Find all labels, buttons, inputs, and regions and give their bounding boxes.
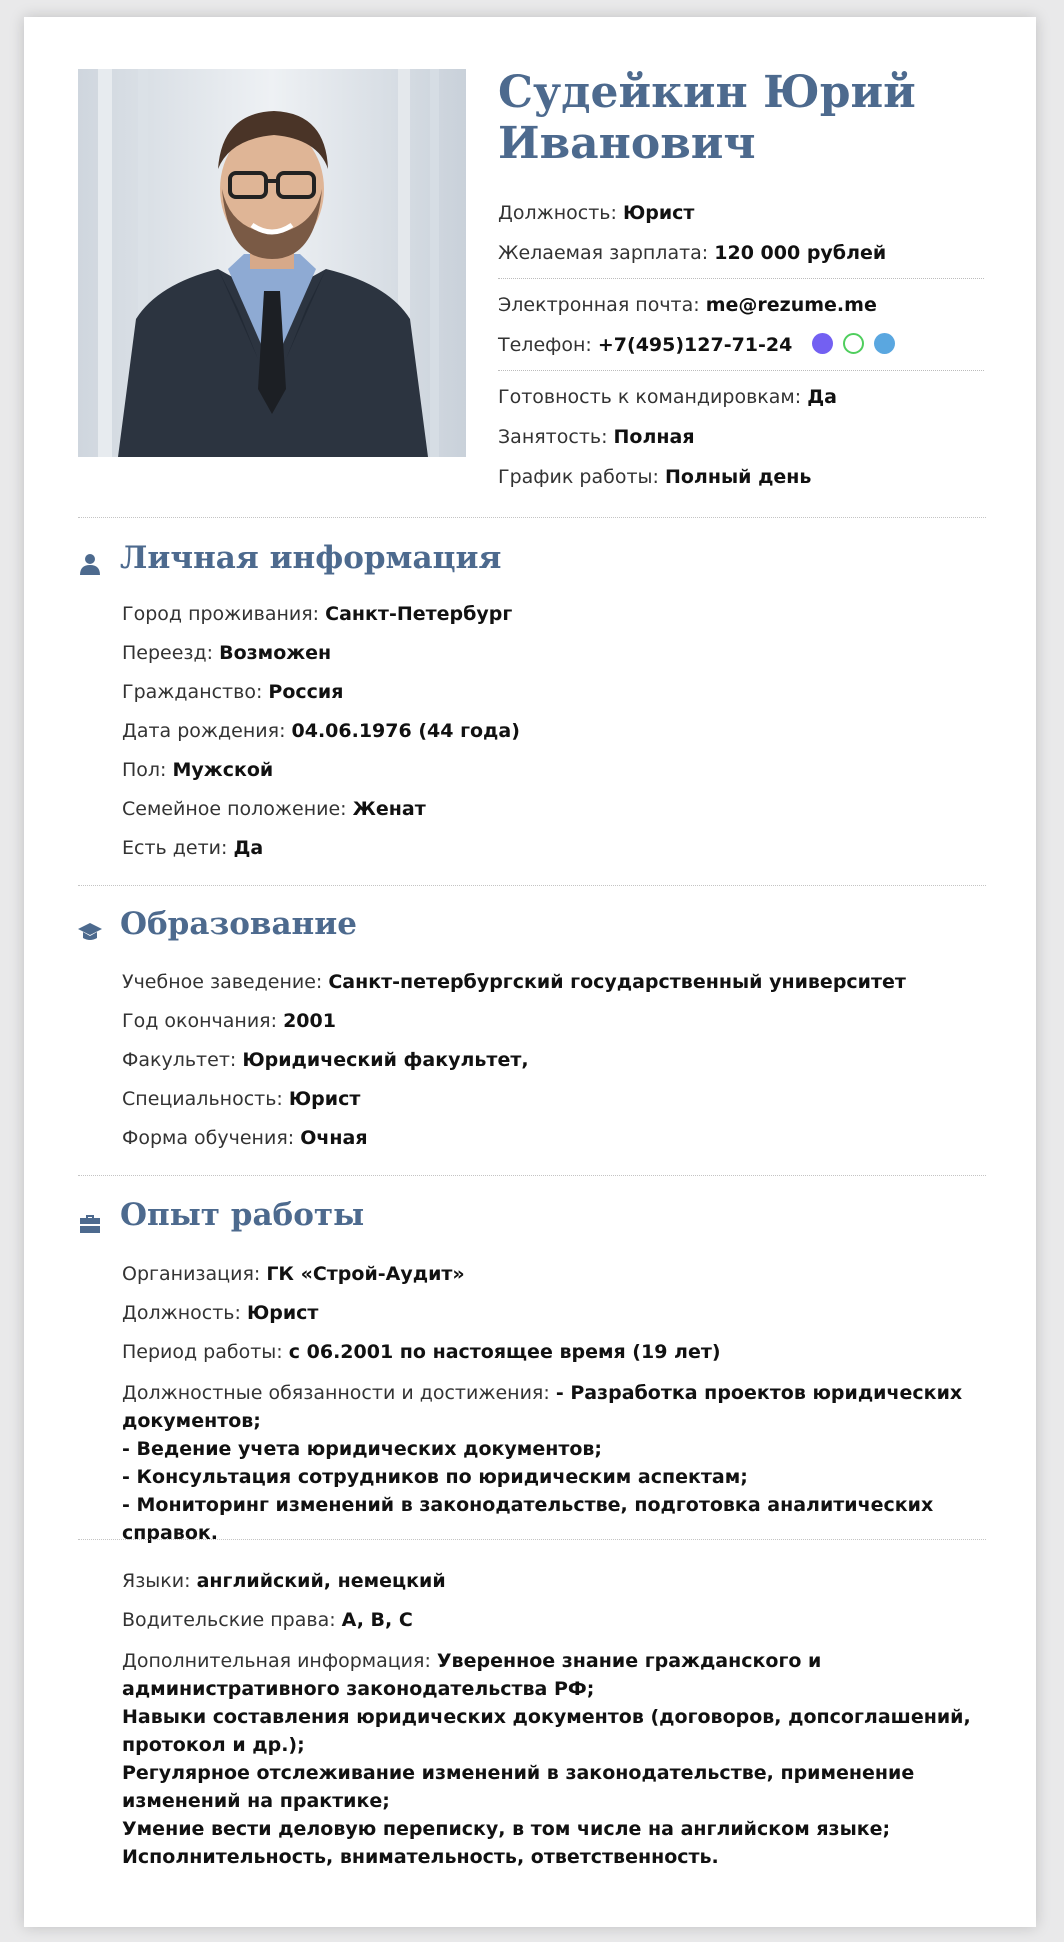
salary-row — [498, 241, 984, 265]
faculty-row — [122, 1048, 1002, 1072]
section-divider — [78, 1175, 986, 1176]
job-position-value: Юрист — [246, 1302, 319, 1324]
briefcase-icon — [78, 1212, 102, 1236]
whatsapp-icon[interactable] — [843, 333, 864, 354]
relocation-row — [122, 641, 1002, 665]
study-form-row — [122, 1126, 1002, 1150]
citizenship-label: Гражданство: — [122, 681, 263, 703]
city-row — [122, 602, 1002, 626]
city-label: Город проживания: — [122, 603, 320, 625]
relocation-label: Переезд: — [122, 642, 214, 664]
license-value: A, B, C — [341, 1609, 413, 1631]
header-info — [498, 201, 984, 489]
relocation-value: Возможен — [219, 642, 332, 664]
study-form-value: Очная — [300, 1127, 368, 1149]
telegram-icon[interactable] — [874, 333, 895, 354]
citizenship-row — [122, 680, 1002, 704]
children-value: Да — [233, 837, 264, 859]
resume-sheet — [24, 17, 1036, 1927]
section-divider — [78, 1539, 986, 1540]
employment-value: Полная — [613, 426, 695, 448]
children-row — [122, 836, 1002, 860]
full-name: Судейкин Юрий Иванович — [498, 67, 916, 169]
position-label: Должность: — [498, 202, 617, 224]
experience-section — [122, 1262, 1002, 1547]
salary-value: 120 000 рублей — [714, 242, 887, 264]
license-label: Водительские права: — [122, 1609, 336, 1631]
children-label: Есть дети: — [122, 837, 228, 859]
schedule-label: График работы: — [498, 466, 659, 488]
trips-row — [498, 385, 984, 409]
schedule-value: Полный день — [664, 466, 812, 488]
organization-value: ГК «Строй-Аудит» — [266, 1263, 465, 1285]
birth-value: 04.06.1976 (44 года) — [291, 720, 520, 742]
marital-label: Семейное положение: — [122, 798, 347, 820]
duties-value: - Разработка проектов юридических документов; - Ведение учета юридических документов; - Консультация сотрудников по юридическим аспектам; - Мониторинг изменений в законодательстве, подготовка аналитических справок. — [122, 1382, 963, 1544]
header-divider — [498, 278, 984, 279]
languages-value: английский, немецкий — [196, 1570, 446, 1592]
trips-label: Готовность к командировкам: — [498, 386, 802, 408]
study-form-label: Форма обучения: — [122, 1127, 295, 1149]
work-period-value: с 06.2001 по настоящее время (19 лет) — [288, 1341, 721, 1363]
organization-row — [122, 1262, 1002, 1286]
email-value[interactable]: me@rezume.me — [705, 294, 877, 316]
section-title-experience: Опыт работы — [120, 1197, 365, 1233]
person-photo-illustration — [78, 69, 466, 457]
specialty-value: Юрист — [288, 1088, 361, 1110]
marital-row — [122, 797, 1002, 821]
institution-label: Учебное заведение: — [122, 971, 323, 993]
license-row — [122, 1608, 1002, 1632]
section-divider — [78, 517, 986, 518]
birth-label: Дата рождения: — [122, 720, 286, 742]
employment-label: Занятость: — [498, 426, 608, 448]
institution-row — [122, 970, 1002, 994]
additional-value: Уверенное знание гражданского и административного законодательства РФ; Навыки составления юридических документов (договоров, допсоглашений, протокол и др.); Регулярное отслеживание изменений в законодательстве, применение изменений на практике; Умение вести деловую переписку, в том числе на английском языке; Исполнительность, внимательность, ответственность. — [122, 1650, 971, 1868]
work-period-row — [122, 1340, 1002, 1364]
birth-row — [122, 719, 1002, 743]
email-row — [498, 293, 984, 317]
position-value: Юрист — [622, 202, 695, 224]
faculty-value: Юридический факультет, — [242, 1049, 529, 1071]
job-position-row — [122, 1301, 1002, 1325]
job-position-label: Должность: — [122, 1302, 241, 1324]
specialty-row — [122, 1087, 1002, 1111]
work-period-label: Период работы: — [122, 1341, 283, 1363]
viber-icon[interactable] — [812, 333, 833, 354]
additional-info-block — [122, 1647, 1002, 1871]
extra-section — [122, 1569, 1002, 1871]
gender-value: Мужской — [172, 759, 274, 781]
profile-photo — [78, 69, 466, 457]
duties-block — [122, 1379, 1002, 1547]
gender-row — [122, 758, 1002, 782]
citizenship-value: Россия — [268, 681, 344, 703]
faculty-label: Факультет: — [122, 1049, 237, 1071]
duties-label: Должностные обязанности и достижения: — [122, 1382, 550, 1404]
personal-info-section — [122, 602, 1002, 875]
employment-row — [498, 425, 984, 449]
graduation-year-row — [122, 1009, 1002, 1033]
marital-value: Женат — [352, 798, 426, 820]
organization-label: Организация: — [122, 1263, 261, 1285]
graduation-cap-icon — [78, 920, 102, 944]
trips-value: Да — [807, 386, 837, 408]
section-divider — [78, 885, 986, 886]
messenger-icons — [812, 333, 895, 354]
header-divider — [498, 370, 984, 371]
user-icon — [78, 552, 102, 576]
schedule-row — [498, 465, 984, 489]
graduation-year-label: Год окончания: — [122, 1010, 278, 1032]
education-section — [122, 970, 1002, 1165]
email-label: Электронная почта: — [498, 294, 700, 316]
gender-label: Пол: — [122, 759, 167, 781]
languages-row — [122, 1569, 1002, 1593]
institution-value: Санкт-петербургский государственный университет — [328, 971, 906, 993]
phone-label: Телефон: — [498, 334, 592, 356]
additional-label: Дополнительная информация: — [122, 1650, 431, 1672]
phone-row — [498, 333, 984, 357]
section-title-education: Образование — [120, 906, 357, 942]
position-row — [498, 201, 984, 225]
languages-label: Языки: — [122, 1570, 191, 1592]
city-value: Санкт-Петербург — [325, 603, 513, 625]
salary-label: Желаемая зарплата: — [498, 242, 709, 264]
phone-value[interactable]: +7(495)127-71-24 — [597, 334, 793, 356]
graduation-year-value: 2001 — [283, 1010, 336, 1032]
section-title-personal: Личная информация — [120, 540, 502, 576]
specialty-label: Специальность: — [122, 1088, 283, 1110]
